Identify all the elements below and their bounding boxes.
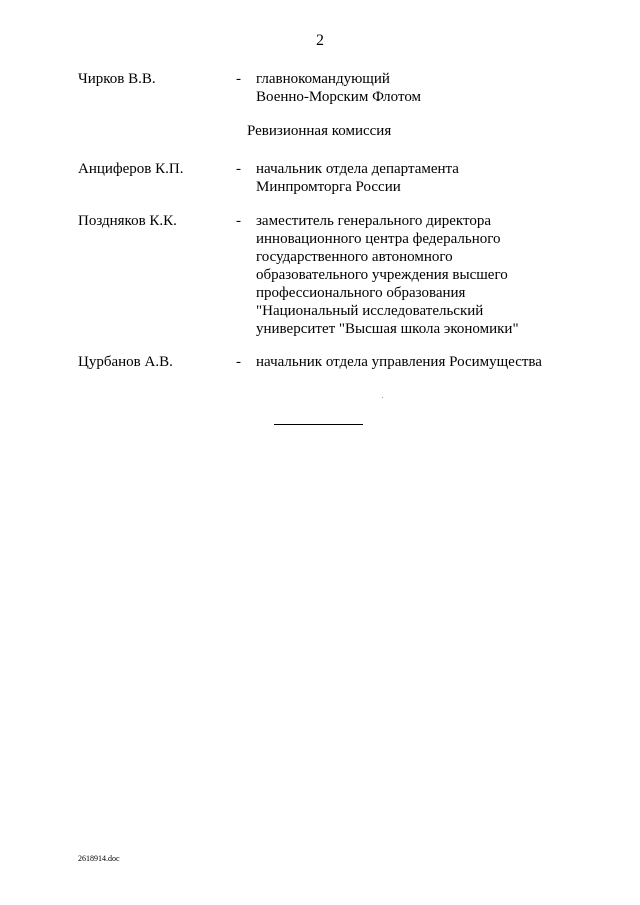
member-position: [256, 70, 586, 106]
position-line: заместитель генерального директора: [256, 213, 492, 229]
entry-dash: -: [236, 161, 241, 177]
position-line: государственного автономного: [256, 249, 453, 265]
scan-speck: [382, 397, 383, 398]
member-name: Цурбанов А.В.: [78, 354, 173, 370]
position-line: "Национальный исследовательский: [256, 303, 484, 319]
entry-dash: -: [236, 354, 241, 370]
end-divider-line: [274, 424, 363, 425]
footer-filename: 2618914.doc: [78, 854, 120, 863]
position-line: профессионального образования: [256, 285, 466, 301]
entry-dash: -: [236, 71, 241, 87]
member-name: Анциферов К.П.: [78, 161, 184, 177]
member-position: [256, 353, 586, 371]
member-position: [256, 160, 586, 196]
position-line: начальник отдела департамента: [256, 161, 459, 177]
position-line: образовательного учреждения высшего: [256, 267, 508, 283]
entry-dash: -: [236, 213, 241, 229]
page-number: 2: [316, 32, 324, 49]
position-line: университет "Высшая школа экономики": [256, 321, 519, 337]
position-line: главнокомандующий: [256, 71, 390, 87]
member-name: Поздняков К.К.: [78, 213, 177, 229]
member-position: [256, 212, 586, 338]
position-line: Военно-Морским Флотом: [256, 89, 422, 105]
member-name: Чирков В.В.: [78, 71, 156, 87]
section-heading: Ревизионная комиссия: [247, 123, 392, 139]
position-line: Минпромторга России: [256, 179, 401, 195]
position-line: инновационного центра федерального: [256, 231, 501, 247]
position-line: начальник отдела управления Росимущества: [256, 354, 542, 370]
